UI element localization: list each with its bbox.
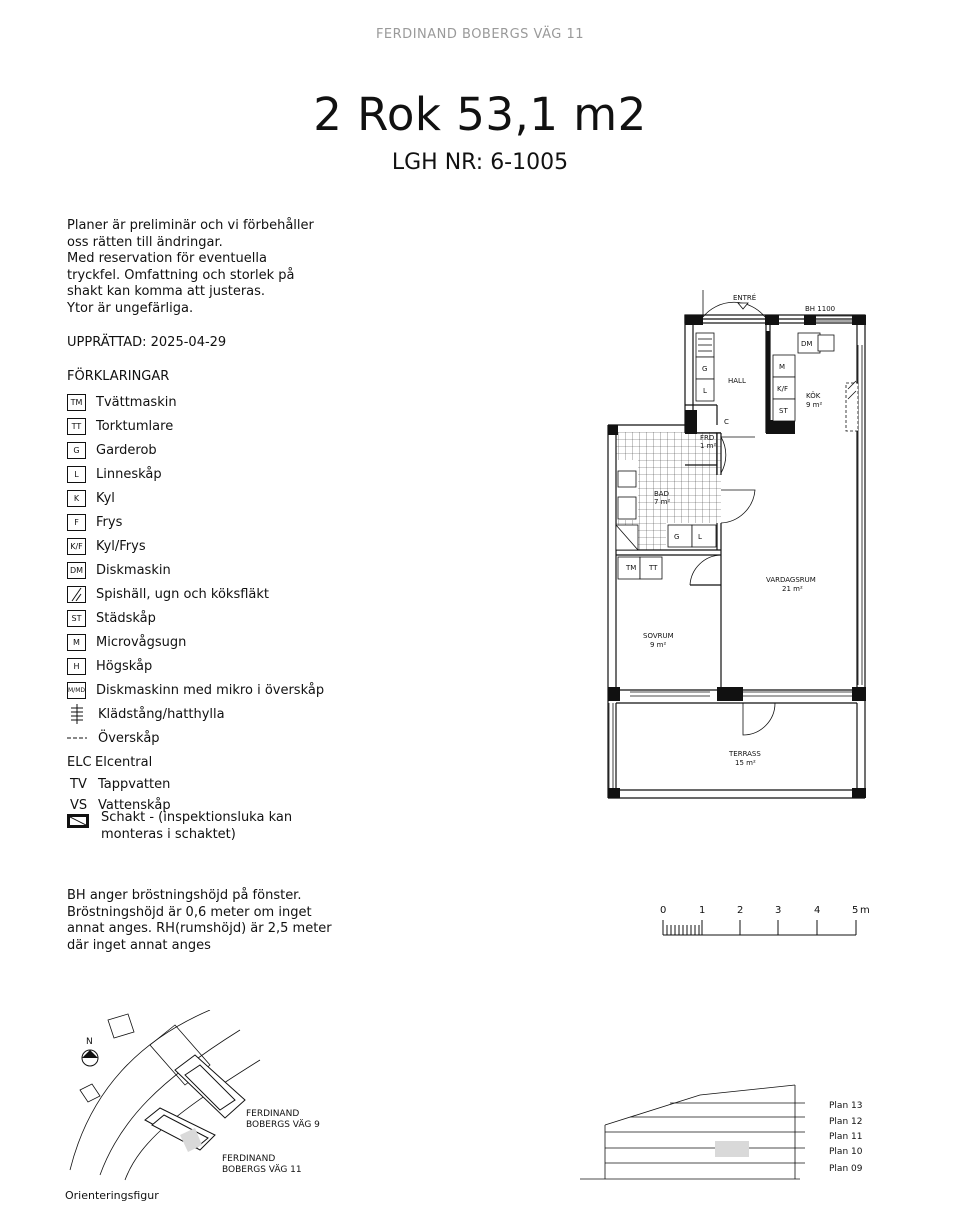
legend-item [67,510,367,534]
bh-note-line: BH anger bröstningshöjd på fönster. [67,888,302,903]
created-date: UPPRÄTTAD: 2025-04-29 [67,335,227,350]
legend-code: M/MD [67,682,86,699]
shaft-label: monteras i schaktet) [101,826,236,842]
fixture-label: K/F [777,385,788,393]
header-address: FERDINAND BOBERGS VÄG 11 [375,27,585,42]
clothes-rail-icon [67,704,88,724]
scale-ticks [663,920,856,935]
fixture-label: G [702,365,708,373]
legend-item [67,462,367,486]
bh-note-line: Bröstningshöjd är 0,6 meter om inget [67,904,312,920]
legend-item [67,438,367,462]
dashed-line-icon [67,736,88,740]
room-label: HALL [728,377,746,385]
orientation-caption: Orienteringsfigur [65,1189,159,1202]
room-label: VARDAGSRUM [766,576,816,584]
legend-label: Elcentral [95,754,153,770]
room-area: 7 m² [654,498,671,506]
room-area: 15 m² [735,759,756,767]
bh-note-line: där inget annat anges [67,937,211,953]
fixture-label: C [724,418,729,426]
legend-label: Garderob [96,442,157,458]
section-lines [580,1085,805,1179]
walls [608,315,865,798]
level-label: Plan 10 [829,1147,863,1157]
fixture-label: TT [649,564,658,572]
building-label: BOBERGS VÄG 9 [246,1120,320,1130]
shaft-label: Schakt - (inspektionsluka kan [101,810,293,825]
scale-label: 4 [814,905,821,916]
legend-item [67,606,367,630]
level-label: Plan 13 [829,1101,863,1111]
fixture-label: L [698,533,702,541]
north-label: N [86,1037,93,1047]
room-area: 21 m² [782,585,803,593]
legend-label: Överskåp [98,730,160,746]
legend-heading: FÖRKLARINGAR [67,369,170,384]
wall-corners [608,315,866,798]
legend-label: Klädstång/hatthylla [98,706,225,722]
bh-label: BH 1100 [805,305,836,313]
legend-label: Högskåp [96,658,153,674]
scale-label: 1 [699,905,706,916]
entrance-label: ENTRÉ [733,294,757,302]
building-outlines [145,1055,245,1152]
apartment-number: LGH NR: 6-1005 [391,150,569,175]
fixture-label: DM [801,340,813,348]
level-label: Plan 11 [829,1132,863,1142]
kitchen-fixtures [773,333,858,431]
legend-item [67,414,367,438]
legend [67,390,367,816]
building-label: FERDINAND [246,1109,300,1119]
building-label: BOBERGS VÄG 11 [222,1165,302,1175]
legend-item [67,582,367,606]
legend-item [67,750,367,774]
disclaimer-line: Med reservation för eventuella [67,251,267,266]
legend-item [67,630,367,654]
scale-label: 2 [737,905,744,916]
legend-label: Frys [96,514,123,530]
legend-code: L [67,466,86,483]
legend-code: H [67,658,86,675]
legend-code: G [67,442,86,459]
legend-code: M [67,634,86,651]
room-area: 9 m² [650,641,667,649]
windows [609,316,862,790]
apartment-level-marker [715,1141,749,1157]
fixture-label: TM [626,564,637,572]
legend-label: Tvättmaskin [96,394,177,410]
legend-item [67,486,367,510]
scale-label: 0 [660,905,667,916]
fixture-label: ST [779,407,788,415]
north-arrow-icon [82,1050,98,1066]
fixture-label: M [779,363,786,371]
disclaimer-line: Planer är preliminär och vi förbehåller [67,218,314,233]
legend-item [67,678,367,702]
legend-code: TM [67,394,86,411]
disclaimer-line: tryckfel. Omfattning och storlek på [67,267,295,283]
legend-label: Spishäll, ugn och köksfläkt [96,586,270,602]
room-label: FRD [700,434,715,442]
legend-code: TT [67,418,86,435]
fixture-label: G [674,533,680,541]
legend-code: K/F [67,538,86,555]
bh-note [67,888,332,954]
page-title: 2 Rok 53,1 m2 [313,88,647,141]
room-label: TERRASS [729,750,761,758]
legend-abbr: VS [70,798,88,813]
legend-label: Torktumlare [96,418,174,434]
room-label: BAD [654,490,669,498]
legend-item [67,534,367,558]
room-area: 1 m² [700,442,717,450]
level-label: Plan 09 [829,1164,863,1174]
legend-abbr: TV [70,777,87,792]
disclaimer-line: oss rätten till ändringar. [67,234,223,250]
legend-abbr: ELC [67,754,92,770]
legend-label: Diskmaskinn med mikro i överskåp [96,682,325,698]
disclaimer [67,218,327,317]
bh-note-line: annat anges. RH(rumshöjd) är 2,5 meter [67,921,332,936]
scale-bar [650,895,880,945]
stove-icon [67,586,86,603]
level-section [570,1075,870,1185]
scale-label: 5 [852,905,859,916]
orientation-map [60,1010,340,1190]
disclaimer-line: Ytor är ungefärliga. [67,300,194,316]
legend-code: K [67,490,86,507]
building-label: FERDINAND [222,1154,276,1164]
legend-item [67,558,367,582]
legend-item [67,654,367,678]
floor-plan [590,285,880,805]
legend-label: Microvågsugn [96,634,187,650]
legend-item [67,774,367,795]
disclaimer-line: shakt kan komma att justeras. [67,284,266,299]
room-area: 9 m² [806,401,823,409]
legend-item [67,726,367,750]
legend-label: Vattenskåp [98,798,171,813]
level-label: Plan 12 [829,1117,863,1127]
shaft-icon [67,814,89,828]
legend-item [67,702,367,726]
scale-label: 3 [775,905,782,916]
shaft-legend [67,810,292,843]
scale-label: m [860,905,870,916]
legend-code: ST [67,610,86,627]
legend-code: DM [67,562,86,579]
legend-item [67,390,367,414]
fixture-label: L [703,387,707,395]
legend-label: Kyl/Frys [96,538,146,554]
legend-label: Kyl [96,490,115,506]
legend-label: Diskmaskin [96,562,171,578]
room-label: KÖK [806,392,821,400]
room-label: SOVRUM [643,632,674,640]
legend-label: Linneskåp [96,466,162,482]
legend-code: F [67,514,86,531]
legend-label: Tappvatten [98,777,171,792]
legend-label: Städskåp [96,610,156,626]
